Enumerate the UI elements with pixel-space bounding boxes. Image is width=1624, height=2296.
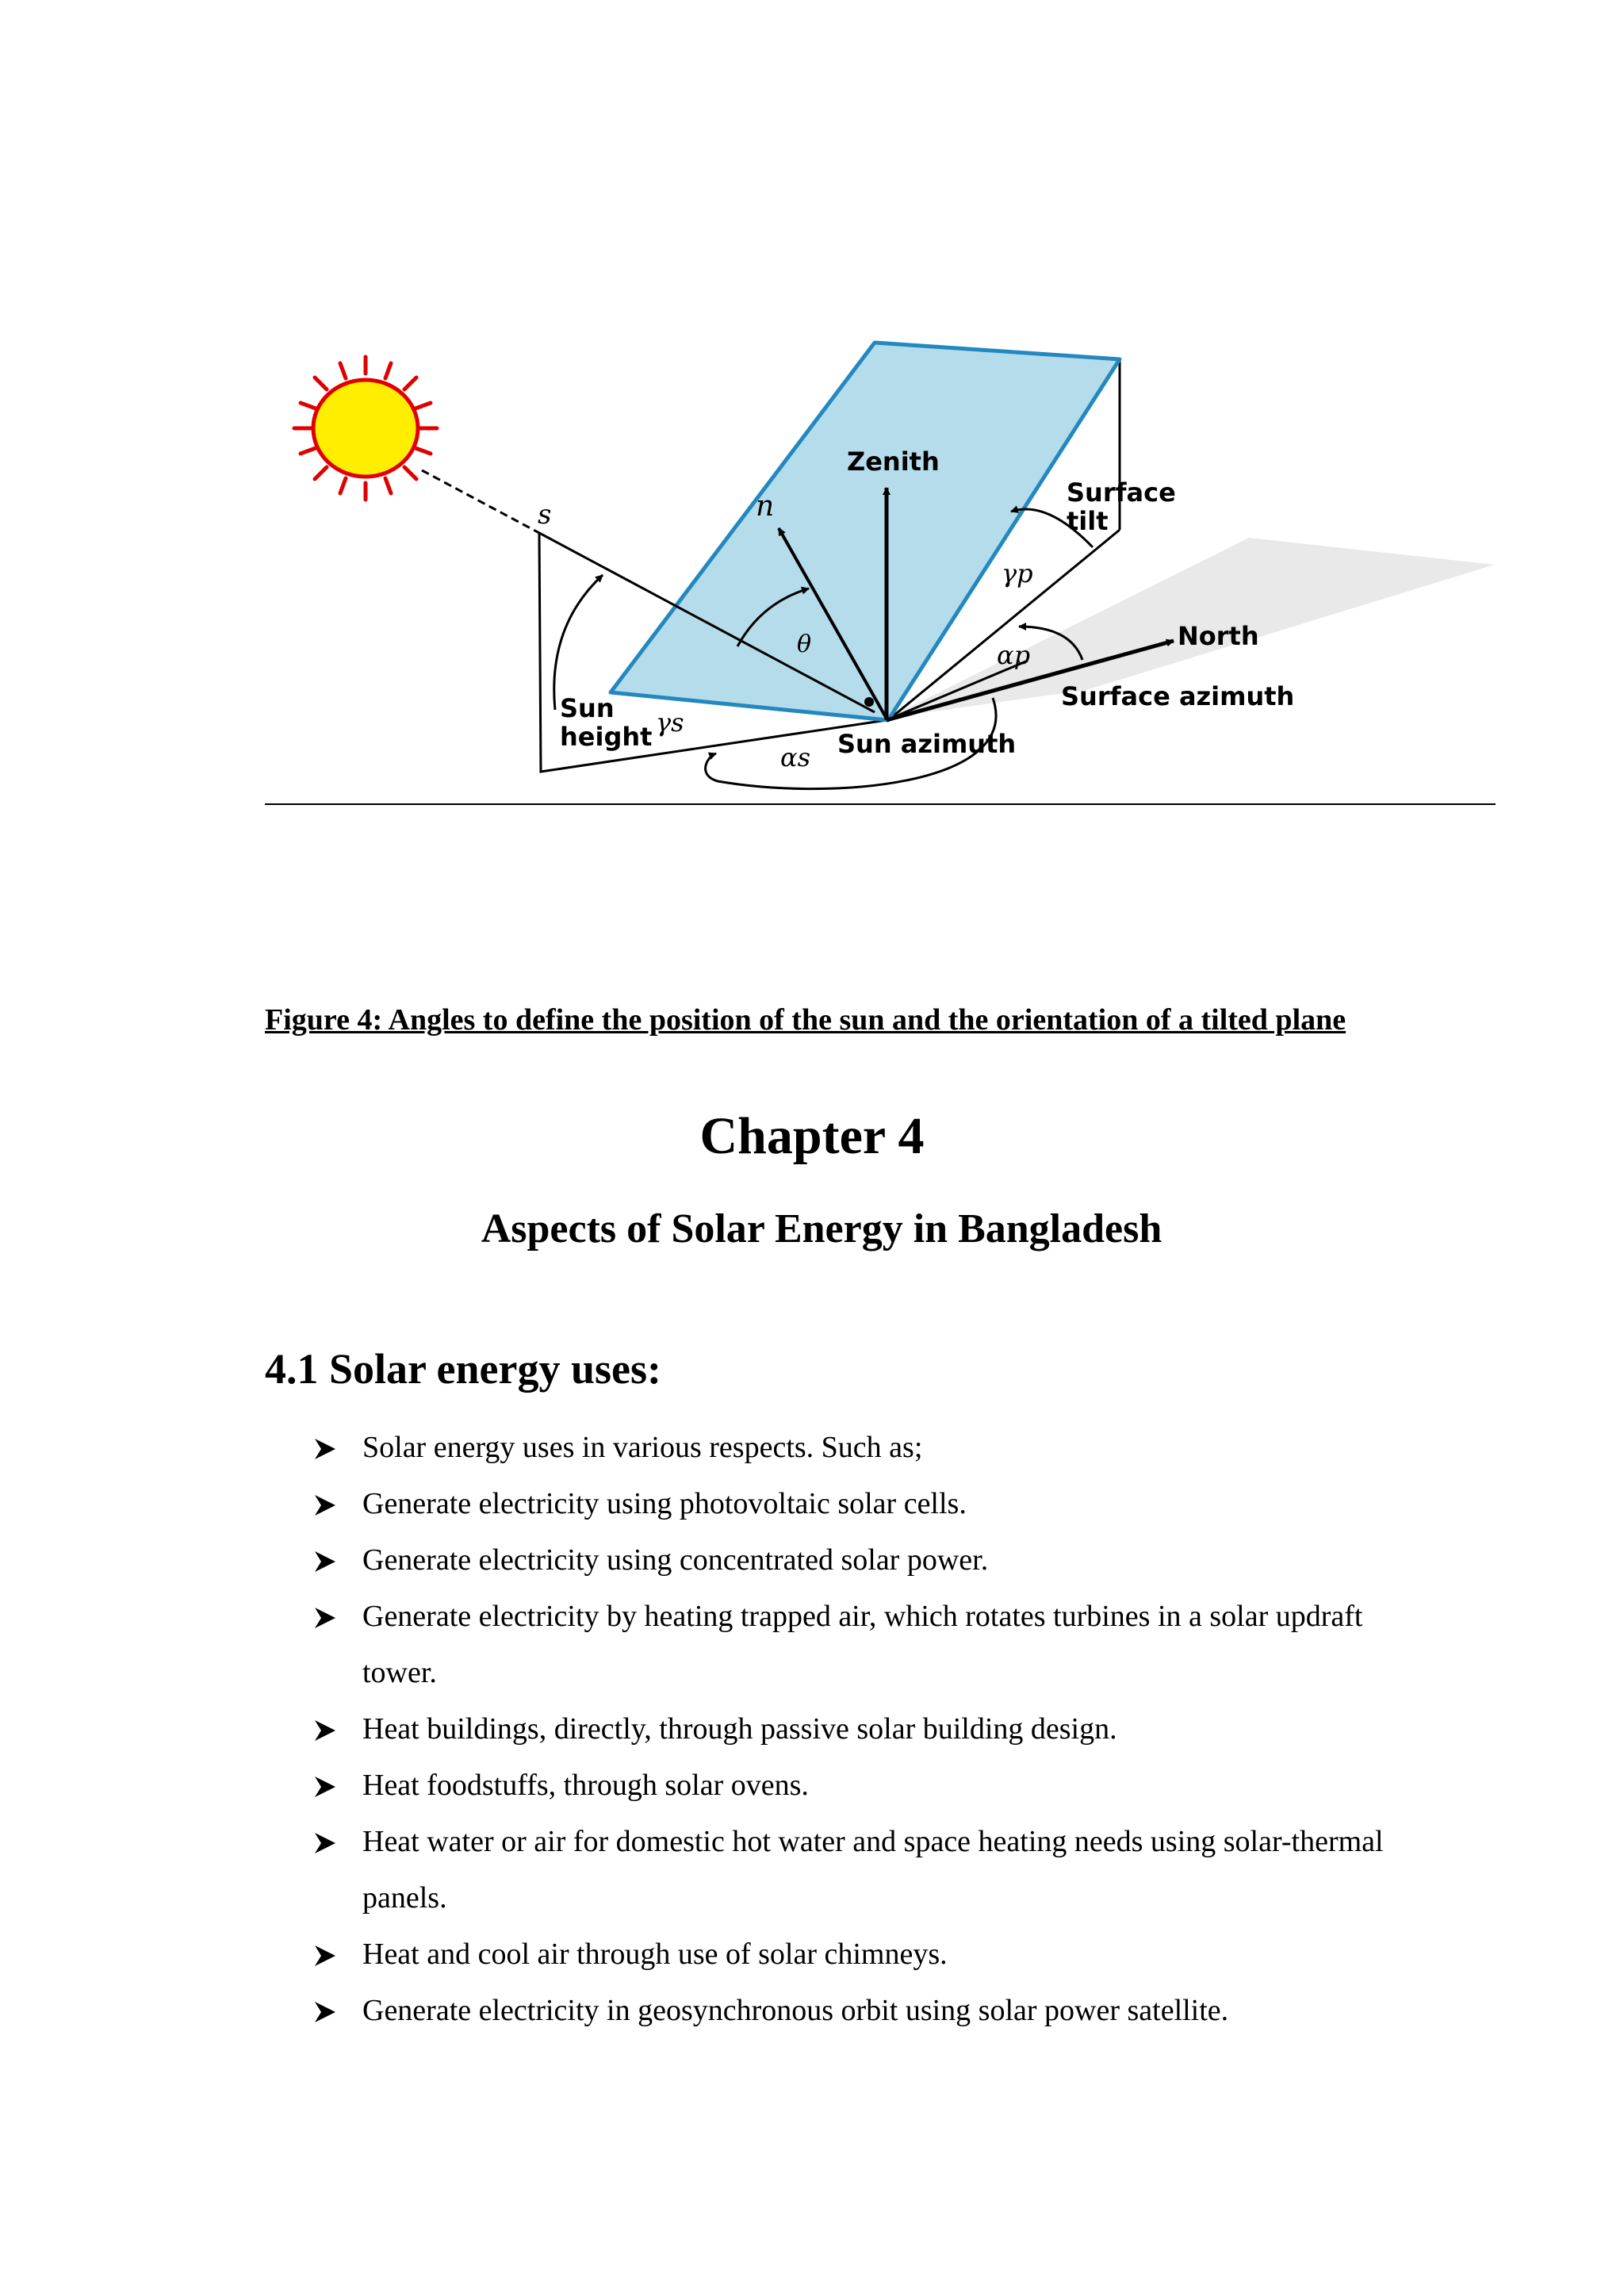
list-item-text: Solar energy uses in various respects. Such as;	[362, 1431, 923, 1464]
list-item-text: Heat water or air for domestic hot water and space heating needs using solar-thermal panels.	[362, 1825, 1384, 1915]
list-item-text: Generate electricity by heating trapped air, which rotates turbines in a solar updraft tower.	[362, 1600, 1363, 1689]
label-alpha-s: αs	[780, 742, 811, 772]
list-item-text: Heat foodstuffs, through solar ovens.	[362, 1769, 809, 1802]
list-item	[313, 1589, 1408, 1701]
label-gamma-s: γs	[656, 707, 684, 738]
label-s: s	[538, 499, 552, 531]
solar-angles-diagram	[262, 333, 1507, 809]
arrowhead-bullet-icon	[313, 1831, 337, 1855]
list-item	[313, 1814, 1408, 1926]
sun-height-arc	[554, 575, 603, 710]
arrowhead-bullet-icon	[313, 1775, 337, 1799]
list-item	[313, 1476, 1408, 1532]
label-alpha-p: αp	[997, 640, 1031, 670]
label-surface-azimuth: Surface azimuth	[1061, 681, 1295, 711]
list-item	[313, 1983, 1408, 2039]
arrowhead-bullet-icon	[313, 2000, 337, 2024]
chapter-subtitle: Aspects of Solar Energy in Bangladesh	[481, 1206, 1162, 1251]
list-item-text: Heat buildings, directly, through passive solar building design.	[362, 1712, 1117, 1746]
list-item	[313, 1532, 1408, 1589]
list-item	[313, 1420, 1408, 1476]
label-surface: Surface	[1067, 477, 1176, 508]
arrowhead-bullet-icon	[313, 1944, 337, 1968]
label-theta: θ	[797, 631, 812, 658]
figure-divider	[265, 803, 1496, 805]
arrowhead-bullet-icon	[313, 1550, 337, 1573]
arrowhead-bullet-icon	[313, 1606, 337, 1630]
list-item-text: Generate electricity using concentrated solar power.	[362, 1543, 989, 1577]
sun-ray-dashed	[422, 470, 541, 534]
chapter-title: Chapter 4	[699, 1107, 925, 1165]
section-heading: 4.1 Solar energy uses:	[265, 1345, 661, 1393]
label-zenith: Zenith	[847, 447, 940, 477]
sun-icon	[294, 357, 437, 500]
figure-caption-text: Figure 4: Angles to define the position of the sun and the orientation of a tilted plane	[265, 1003, 1346, 1037]
label-sun-azimuth: Sun azimuth	[837, 729, 1017, 759]
list-item-text: Heat and cool air through use of solar chimneys.	[362, 1938, 948, 1971]
label-height: height	[560, 722, 653, 752]
list-item-text: Generate electricity using photovoltaic solar cells.	[362, 1487, 967, 1520]
origin-mark	[864, 697, 874, 707]
list-item	[313, 1701, 1408, 1757]
label-north: North	[1178, 621, 1259, 651]
figure-caption	[265, 991, 1408, 1048]
arrowhead-bullet-icon	[313, 1719, 337, 1742]
label-n: n	[756, 490, 775, 523]
arrowhead-bullet-icon	[313, 1437, 337, 1461]
arrowhead-bullet-icon	[313, 1493, 337, 1517]
label-tilt: tilt	[1067, 506, 1109, 536]
solar-uses-list	[313, 1420, 1408, 2039]
list-item-text: Generate electricity in geosynchronous orbit using solar power satellite.	[362, 1994, 1229, 2027]
list-item	[313, 1757, 1408, 1814]
list-item	[313, 1926, 1408, 1983]
label-gamma-p: γp	[1002, 558, 1033, 588]
label-sun: Sun	[560, 693, 615, 723]
